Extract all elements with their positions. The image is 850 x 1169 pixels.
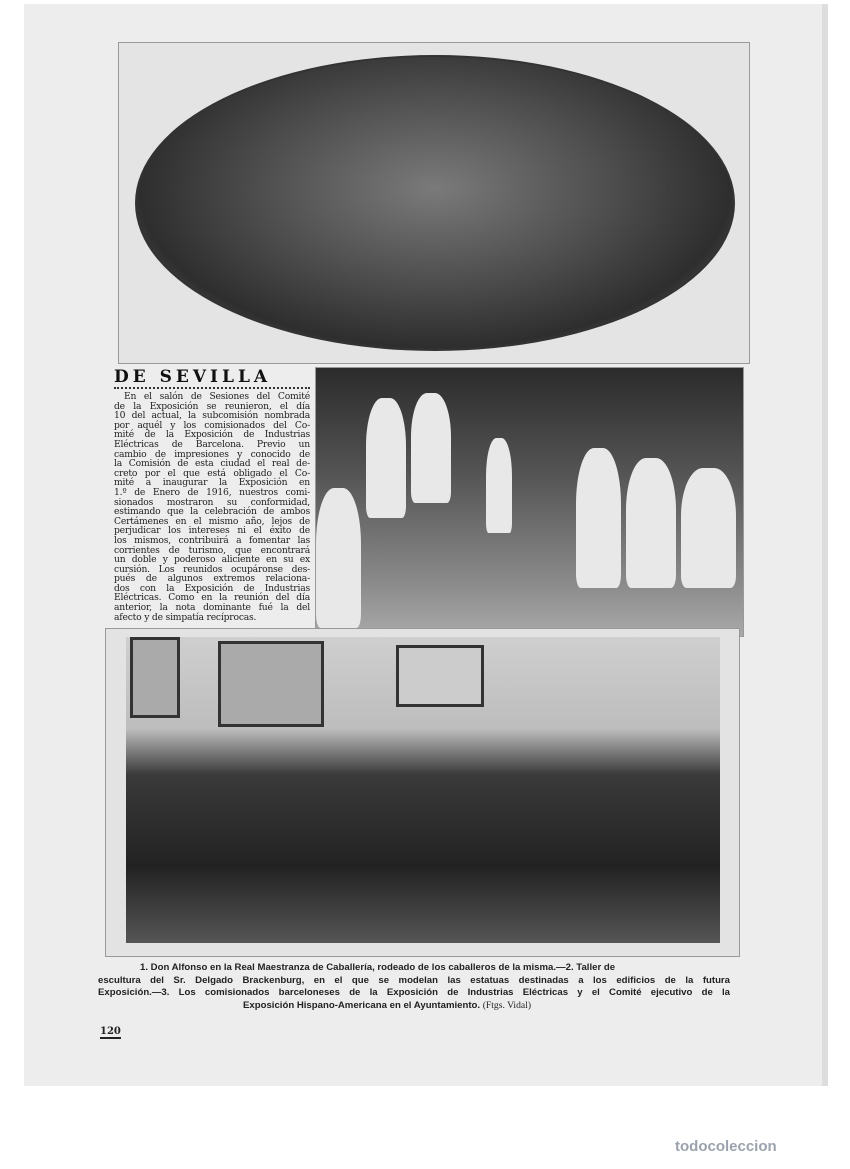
article-title: DE SEVILLA xyxy=(114,367,272,387)
photo-don-alfonso-maestranza xyxy=(118,42,750,364)
article-line: Certámenes en el mismo año, lejos de xyxy=(114,515,310,527)
article-line: 1.º de Enero de 1916, nuestros comi- xyxy=(114,486,310,498)
article-line: corrientes de turismo, que encontrará xyxy=(114,544,310,556)
caption-line: escultura del Sr. Delgado Brackenburg, en el que se modelan las estatuas destinadas a los edificios de la futura xyxy=(98,974,730,986)
photo-commissioners-ayuntamiento xyxy=(105,628,740,957)
article-line: por aquél y los comisionados del Co- xyxy=(114,419,310,431)
watermark: todocoleccion xyxy=(675,1138,777,1155)
caption-line: 1. Don Alfonso en la Real Maestranza de Caballería, rodeado de los caballeros de la misma.—2. Taller de xyxy=(140,962,616,973)
article-line: cambio de impresiones y conocido de xyxy=(114,448,310,460)
article-line: anterior, la nota dominante fué la del xyxy=(114,602,310,614)
article-line: Eléctricas. Como en la reunión del día xyxy=(114,592,310,604)
article-line: de la Exposición se reunieron, el día xyxy=(114,400,310,412)
article-line: afecto y de simpatía recíprocas. xyxy=(114,611,257,623)
article-line: cursión. Los reunidos ocupáronse des- xyxy=(114,563,310,575)
photo-caption xyxy=(98,962,730,1012)
article-line: mité de la Exposición de Industrias xyxy=(114,429,310,441)
photo-sculpture-workshop xyxy=(315,367,744,637)
article-line: dos con la Exposición de Industrias xyxy=(114,582,310,594)
page-number: 120 xyxy=(100,1026,121,1037)
article-line: creto por el que está obligado el Co- xyxy=(114,467,310,479)
caption-line: Exposición.—3. Los comisionados barceloneses de la Exposición de Industrias Eléctricas y el Comité ejecutivo de la xyxy=(98,987,730,998)
group-meeting-image xyxy=(126,637,720,943)
title-divider xyxy=(114,387,310,389)
oval-group-portrait xyxy=(135,55,735,351)
article-line: Eléctricas de Barcelona. Previo un xyxy=(114,438,310,450)
article-line: un doble y poderoso aliciente en su ex xyxy=(114,554,310,566)
article-line: 10 del actual, la subcomisión nombrada xyxy=(114,410,310,422)
article-line: los mismos, contribuirá a fomentar las xyxy=(114,534,310,546)
photo-credit: (Ftgs. Vidal) xyxy=(482,999,532,1011)
caption-line: Exposición Hispano-Americana en el Ayuntamiento. xyxy=(243,999,481,1011)
article-line: la Comisión de esta ciudad el real de- xyxy=(114,458,310,470)
article-line: perjudicar los intereses ni el éxito de xyxy=(114,525,310,537)
article-line: mité a inaugurar la Exposición en xyxy=(114,477,310,489)
article-de-sevilla xyxy=(110,366,314,622)
article-line: pués de algunos extremos relaciona- xyxy=(114,573,310,585)
article-line: estimando que la celebración de ambos xyxy=(114,506,310,518)
article-line: sionados mostraron su conformidad, xyxy=(114,496,310,508)
article-body xyxy=(110,392,314,622)
article-line: En el salón de Sesiones del Comité xyxy=(124,391,310,402)
